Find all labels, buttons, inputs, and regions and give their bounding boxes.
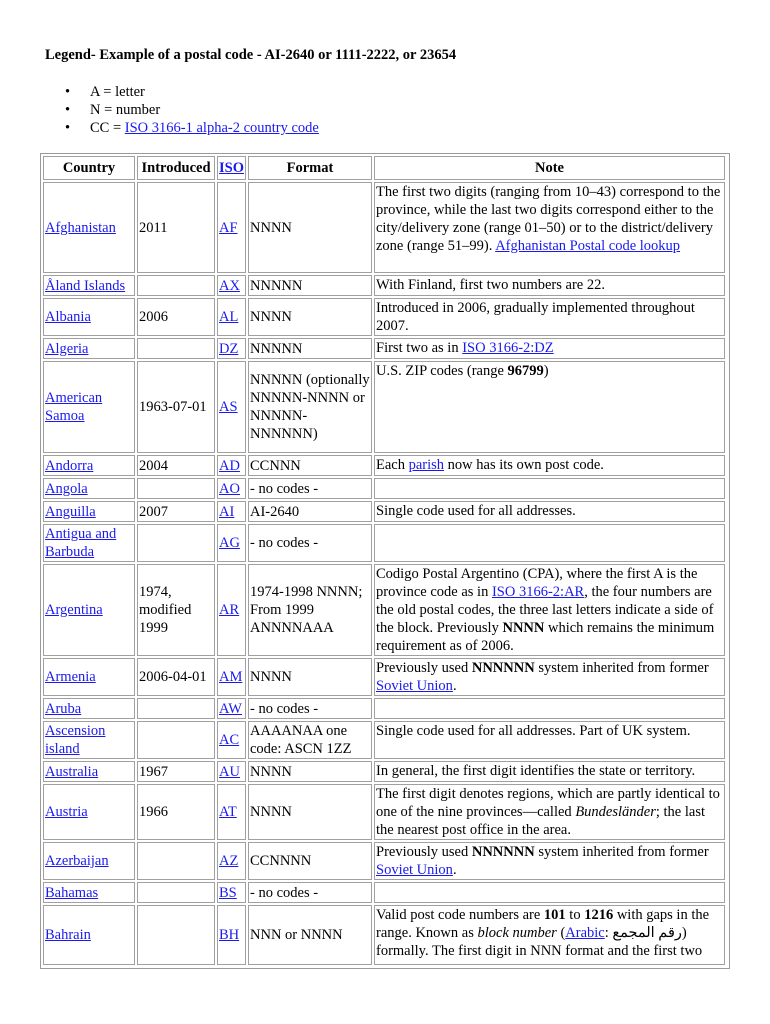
country-link[interactable]: Angola <box>45 480 88 497</box>
country-cell[interactable] <box>43 182 135 273</box>
table-row <box>43 455 725 476</box>
note-text: Each <box>376 457 409 473</box>
country-cell[interactable] <box>43 338 135 359</box>
note-link[interactable]: ISO 3166-2:DZ <box>462 340 554 356</box>
iso-cell[interactable] <box>217 721 246 759</box>
format-cell: AAAANAA one code: ASCN 1ZZ <box>248 721 372 759</box>
introduced-cell <box>137 721 215 759</box>
table-row <box>43 761 725 782</box>
note-text: First two as in <box>376 340 463 356</box>
country-link[interactable]: Antigua and Barbuda <box>45 526 117 560</box>
note-cell <box>374 361 725 453</box>
country-cell[interactable] <box>43 524 135 562</box>
note-text: ) <box>543 363 549 379</box>
introduced-cell <box>137 524 215 562</box>
note-cell <box>374 298 725 336</box>
iso-cell[interactable] <box>217 298 246 336</box>
format-cell: - no codes - <box>248 882 372 903</box>
note-text: with gaps in the range. Known as <box>376 907 710 941</box>
note-cell <box>374 882 725 903</box>
format-cell: NNNN <box>248 182 372 273</box>
header-introduced: Introduced <box>137 156 215 180</box>
legend-item-number <box>45 101 319 119</box>
table-row <box>43 784 725 840</box>
iso-cell[interactable] <box>217 455 246 476</box>
iso-code-link[interactable]: AI <box>219 503 235 520</box>
legend-title: Legend- Example of a postal code - AI-2640 or 1111-2222, or 23654 <box>45 47 457 63</box>
table-row <box>43 478 725 499</box>
iso-cell[interactable] <box>217 761 246 782</box>
note-cell <box>374 721 725 759</box>
iso-code-link[interactable]: AM <box>219 669 243 685</box>
country-link[interactable]: Afghanistan <box>45 219 116 236</box>
note-italic-text: Bundesländer <box>575 804 656 820</box>
country-link[interactable]: Aruba <box>45 700 82 717</box>
table-row <box>43 361 725 453</box>
header-country: Country <box>43 156 135 180</box>
note-text: system inherited from former <box>534 844 709 860</box>
table-row <box>43 721 725 759</box>
iso-code-link[interactable]: AL <box>219 309 239 325</box>
note-text: system inherited from former <box>534 660 709 676</box>
format-cell: NNNNN <box>248 275 372 296</box>
introduced-cell: 2006-04-01 <box>137 658 215 696</box>
legend-item-country-code <box>45 119 319 137</box>
note-bold-text: NNNN <box>502 620 545 636</box>
iso-code-link[interactable]: AS <box>219 399 238 415</box>
country-cell[interactable] <box>43 842 135 880</box>
country-link[interactable]: Bahamas <box>45 884 99 901</box>
introduced-cell: 1966 <box>137 784 215 840</box>
introduced-cell: 1974, modified 1999 <box>137 564 215 656</box>
note-cell <box>374 905 725 965</box>
table-row <box>43 275 725 296</box>
country-cell[interactable] <box>43 361 135 453</box>
note-text: . <box>452 678 457 694</box>
introduced-cell <box>137 275 215 296</box>
iso-cell[interactable] <box>217 182 246 273</box>
note-cell <box>374 761 725 782</box>
iso-code-link[interactable]: AX <box>219 277 240 294</box>
country-link[interactable]: Armenia <box>45 669 96 685</box>
note-text: which remains the minimum requirement as of 2006. <box>376 620 715 654</box>
country-link[interactable]: Argentina <box>45 602 103 618</box>
country-link[interactable]: Ascension island <box>45 723 106 757</box>
note-cell <box>374 698 725 719</box>
iso-code-link[interactable]: AU <box>219 763 240 780</box>
format-cell: CCNNN <box>248 455 372 476</box>
country-cell[interactable] <box>43 721 135 759</box>
note-text: Codigo Postal Argentino (CPA), where the first A is the province code as in <box>376 566 698 600</box>
note-italic-text: block number <box>477 925 557 941</box>
introduced-cell <box>137 338 215 359</box>
note-text: In general, the first digit identifies the state or territory. <box>376 763 696 779</box>
iso-cell[interactable] <box>217 658 246 696</box>
note-text: Single code used for all addresses. <box>376 503 576 519</box>
country-cell[interactable] <box>43 501 135 522</box>
note-bold-text: NNNNNN <box>471 660 535 676</box>
note-text: now has its own post code. <box>444 457 604 473</box>
country-link[interactable]: Albania <box>45 309 91 325</box>
legend-item-text: N = number <box>90 102 161 118</box>
note-link[interactable]: Arabic <box>565 925 605 941</box>
iso-code-link[interactable]: AZ <box>219 853 239 869</box>
iso-cell[interactable] <box>217 501 246 522</box>
legend-item-text: A = letter <box>90 84 145 100</box>
country-cell[interactable] <box>43 478 135 499</box>
country-cell[interactable] <box>43 455 135 476</box>
table-row <box>43 658 725 696</box>
iso-cell[interactable] <box>217 338 246 359</box>
country-link[interactable]: Andorra <box>45 457 94 474</box>
note-cell <box>374 338 725 359</box>
note-text: to <box>565 907 585 923</box>
table-row <box>43 524 725 562</box>
note-cell <box>374 524 725 562</box>
postal-code-table <box>41 154 727 967</box>
table-row <box>43 338 725 359</box>
iso-cell[interactable] <box>217 524 246 562</box>
note-text: Valid post code numbers are <box>376 907 544 923</box>
country-cell[interactable] <box>43 275 135 296</box>
table-row <box>43 501 725 522</box>
country-link[interactable]: Austria <box>45 804 88 820</box>
introduced-cell: 2004 <box>137 455 215 476</box>
introduced-cell: 1967 <box>137 761 215 782</box>
note-cell <box>374 275 725 296</box>
iso-cell[interactable] <box>217 905 246 965</box>
format-cell: NNNN <box>248 784 372 840</box>
table-header-row <box>43 156 725 180</box>
iso-code-link[interactable]: AT <box>219 804 237 820</box>
note-cell <box>374 784 725 840</box>
note-text: The first two digits (ranging from 10–43) correspond to the province, while the last two digits correspond either to the city/delivery zone (range 01–50) or to the district/delivery zone (range 51–99). <box>376 184 721 254</box>
introduced-cell <box>137 698 215 719</box>
iso-code-link[interactable]: AD <box>219 457 240 474</box>
note-bold-text: 101 <box>543 907 566 923</box>
note-cell <box>374 842 725 880</box>
format-cell: - no codes - <box>248 698 372 719</box>
note-cell <box>374 478 725 499</box>
note-text: Single code used for all addresses. Part of UK system. <box>376 723 691 739</box>
note-text: , the four numbers are the old postal codes, the three last letters indicate a side of the block. Previously <box>376 584 714 636</box>
table-row <box>43 905 725 965</box>
legend-list <box>45 83 319 137</box>
iso-cell[interactable] <box>217 275 246 296</box>
introduced-cell: 2011 <box>137 182 215 273</box>
iso-cell[interactable] <box>217 478 246 499</box>
introduced-cell: 1963-07-01 <box>137 361 215 453</box>
country-cell[interactable] <box>43 882 135 903</box>
format-cell: NNN or NNNN <box>248 905 372 965</box>
table-row <box>43 882 725 903</box>
header-note: Note <box>374 156 725 180</box>
note-bold-text: 96799 <box>507 363 544 379</box>
note-link[interactable]: Afghanistan Postal code lookup <box>495 238 681 254</box>
note-text: . <box>452 862 457 878</box>
iso-code-link[interactable]: AC <box>219 732 240 748</box>
iso-cell[interactable] <box>217 361 246 453</box>
iso-cell[interactable] <box>217 842 246 880</box>
introduced-cell <box>137 478 215 499</box>
iso-code-link[interactable]: AR <box>219 602 240 618</box>
format-cell: CCNNNN <box>248 842 372 880</box>
note-text: Previously used <box>376 660 472 676</box>
iso-code-link[interactable]: AG <box>219 535 240 551</box>
table-row <box>43 298 725 336</box>
note-text: Introduced in 2006, gradually implemented throughout 2007. <box>376 300 695 334</box>
country-cell[interactable] <box>43 298 135 336</box>
note-bold-text: 1216 <box>584 907 614 923</box>
table-row <box>43 182 725 273</box>
iso-3166-1-link[interactable]: ISO 3166-1 alpha-2 country code <box>124 120 319 136</box>
country-link[interactable]: American Samoa <box>45 390 103 424</box>
note-link[interactable]: parish <box>408 457 445 473</box>
iso-code-link[interactable]: BH <box>219 927 240 943</box>
note-text: With Finland, first two numbers are 22. <box>376 277 605 293</box>
legend-item-letter <box>45 83 319 101</box>
note-link[interactable]: Soviet Union <box>376 862 453 878</box>
note-text: U.S. ZIP codes (range <box>376 363 508 379</box>
introduced-cell: 2007 <box>137 501 215 522</box>
iso-cell[interactable] <box>217 882 246 903</box>
note-text: The first digit denotes regions, which are partly identical to one of the nine provinces—called <box>376 786 720 820</box>
format-cell: AI-2640 <box>248 501 372 522</box>
iso-cell[interactable] <box>217 698 246 719</box>
format-cell: NNNNN <box>248 338 372 359</box>
legend-item-text: CC = <box>90 120 125 136</box>
country-cell[interactable] <box>43 905 135 965</box>
introduced-cell <box>137 882 215 903</box>
iso-code-link[interactable]: AW <box>219 700 242 717</box>
iso-code-link[interactable]: BS <box>219 884 237 901</box>
format-cell: NNNN <box>248 761 372 782</box>
note-cell <box>374 564 725 656</box>
format-cell: NNNN <box>248 298 372 336</box>
note-cell <box>374 455 725 476</box>
country-link[interactable]: Algeria <box>45 340 89 357</box>
introduced-cell: 2006 <box>137 298 215 336</box>
note-link[interactable]: ISO 3166-2:AR <box>491 584 585 600</box>
table-row <box>43 842 725 880</box>
header-iso-link[interactable]: ISO <box>219 160 244 176</box>
format-cell: NNNN <box>248 658 372 696</box>
country-link[interactable]: Australia <box>45 763 99 780</box>
country-cell[interactable] <box>43 564 135 656</box>
postal-code-table-container <box>40 153 730 969</box>
country-cell[interactable] <box>43 784 135 840</box>
country-cell[interactable] <box>43 761 135 782</box>
introduced-cell <box>137 905 215 965</box>
country-cell[interactable] <box>43 658 135 696</box>
iso-cell[interactable] <box>217 784 246 840</box>
table-row <box>43 698 725 719</box>
format-cell: - no codes - <box>248 478 372 499</box>
note-cell <box>374 501 725 522</box>
note-cell <box>374 182 725 273</box>
format-cell: NNNNN (optionally NNNNN-NNNN or NNNNN-NNNNNN) <box>248 361 372 453</box>
table-body <box>43 182 725 965</box>
note-text: Previously used <box>376 844 472 860</box>
country-link[interactable]: Bahrain <box>45 927 91 943</box>
iso-code-link[interactable]: AO <box>219 480 240 497</box>
iso-code-link[interactable]: AF <box>219 219 238 236</box>
note-cell <box>374 658 725 696</box>
introduced-cell <box>137 842 215 880</box>
table-row <box>43 564 725 656</box>
note-text: ( <box>556 925 566 941</box>
header-format: Format <box>248 156 372 180</box>
country-link[interactable]: Anguilla <box>45 503 96 520</box>
note-text: ; the last the nearest post office in the area. <box>376 804 705 838</box>
country-cell[interactable] <box>43 698 135 719</box>
note-bold-text: NNNNNN <box>471 844 535 860</box>
iso-code-link[interactable]: DZ <box>219 340 239 357</box>
note-text: : ‫رقم المجمع‬) formally. The first digit in NNN format and the first two <box>376 925 703 959</box>
iso-cell[interactable] <box>217 564 246 656</box>
country-link[interactable]: Azerbaijan <box>45 853 109 869</box>
header-iso[interactable] <box>217 156 246 180</box>
format-cell: - no codes - <box>248 524 372 562</box>
format-cell: 1974-1998 NNNN; From 1999 ANNNNAAA <box>248 564 372 656</box>
country-link[interactable]: Åland Islands <box>45 277 126 294</box>
note-link[interactable]: Soviet Union <box>376 678 453 694</box>
